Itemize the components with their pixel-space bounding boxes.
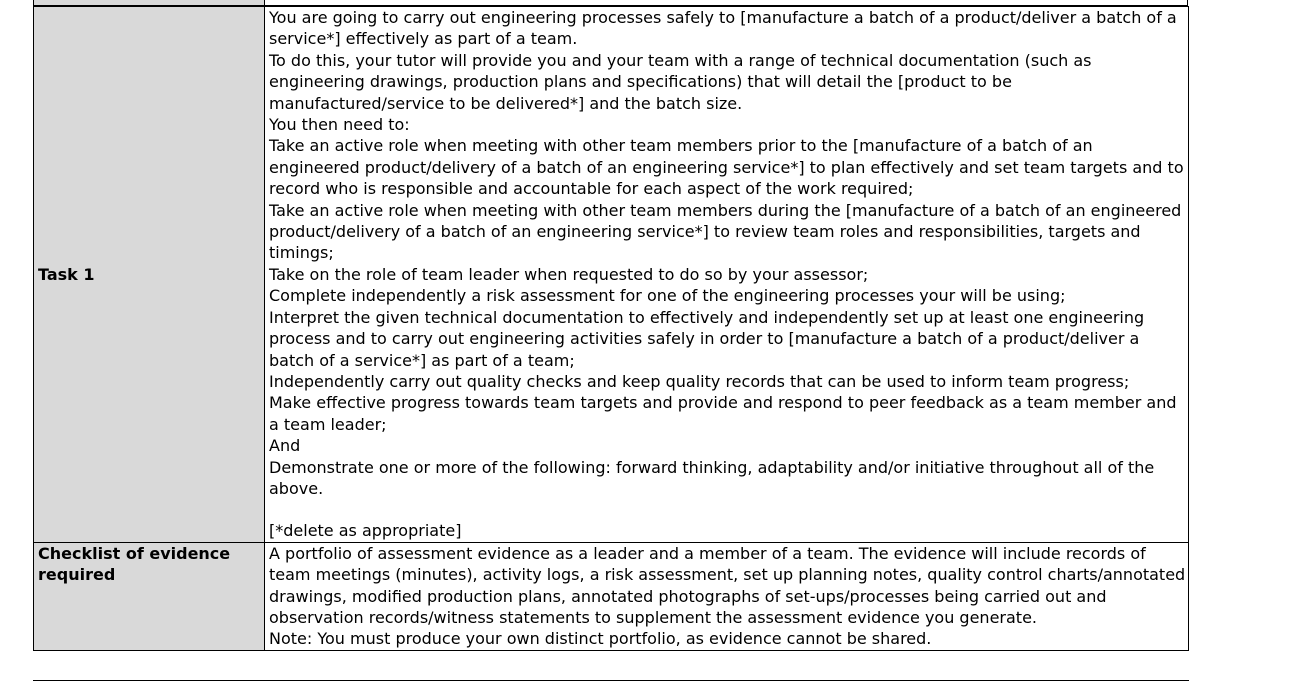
previous-row-label-shade xyxy=(34,0,265,5)
blank-line xyxy=(269,499,1188,520)
task-intro-1: You are going to carry out engineering processes safely to [manufacture a batch of a product/deliver a batch of a service*] effectively as part of a team. xyxy=(269,8,1177,49)
assignment-brief-table xyxy=(33,6,1189,651)
task-step: Independently carry out quality checks and keep quality records that can be used to inform team progress; xyxy=(269,371,1130,391)
task-step: Take on the role of team leader when requested to do so by your assessor; xyxy=(269,264,869,284)
task-step: Make effective progress towards team targets and provide and respond to peer feedback as a team member and a team leader; xyxy=(269,393,1177,434)
task-label: Task 1 xyxy=(34,7,265,543)
task-step: Complete independently a risk assessment for one of the engineering processes your will be using; xyxy=(269,286,1066,306)
task-step: And xyxy=(269,436,301,456)
task-step: Interpret the given technical documentation to effectively and independently set up at least one engineering process and to carry out engineering activities safely in order to [manufacture a batch of a product/deliver a batch of a service*] as part of a team; xyxy=(269,307,1145,370)
table-bottom-border xyxy=(33,680,1189,681)
task-intro-3: You then need to: xyxy=(269,115,410,135)
checklist-description xyxy=(265,542,1189,650)
task-intro-2: To do this, your tutor will provide you and your team with a range of technical documentation (such as engineering drawings, production plans and specifications) that will detail the [product to be manufactured/service to be delivered*] and the batch size. xyxy=(269,50,1092,113)
task-footnote: [*delete as appropriate] xyxy=(269,521,462,541)
task-description xyxy=(265,7,1189,543)
checklist-body: A portfolio of assessment evidence as a leader and a member of a team. The evidence will include records of team meetings (minutes), activity logs, a risk assessment, set up planning notes, quality control charts/annotated drawings, modified production plans, annotated photographs of set-ups/processes being carried out and observation records/witness statements to supplement the assessment evidence you generate. xyxy=(269,543,1186,627)
checklist-label: Checklist of evidence required xyxy=(34,542,265,650)
task-row xyxy=(34,7,1189,543)
task-step: Take an active role when meeting with other team members during the [manufacture of a batch of an engineered product/delivery of a batch of an engineering service*] to review team roles and responsibilities, targets and timings; xyxy=(269,200,1182,263)
task-step: Demonstrate one or more of the following: forward thinking, adaptability and/or initiative throughout all of the above. xyxy=(269,457,1155,498)
checklist-note: Note: You must produce your own distinct portfolio, as evidence cannot be shared. xyxy=(269,629,932,649)
checklist-row xyxy=(34,542,1189,650)
task-step: Take an active role when meeting with other team members prior to the [manufacture of a batch of an engineered product/delivery of a batch of an engineering service*] to plan effectively and set team targets and to record who is responsible and accountable for each aspect of the work required; xyxy=(269,136,1184,199)
